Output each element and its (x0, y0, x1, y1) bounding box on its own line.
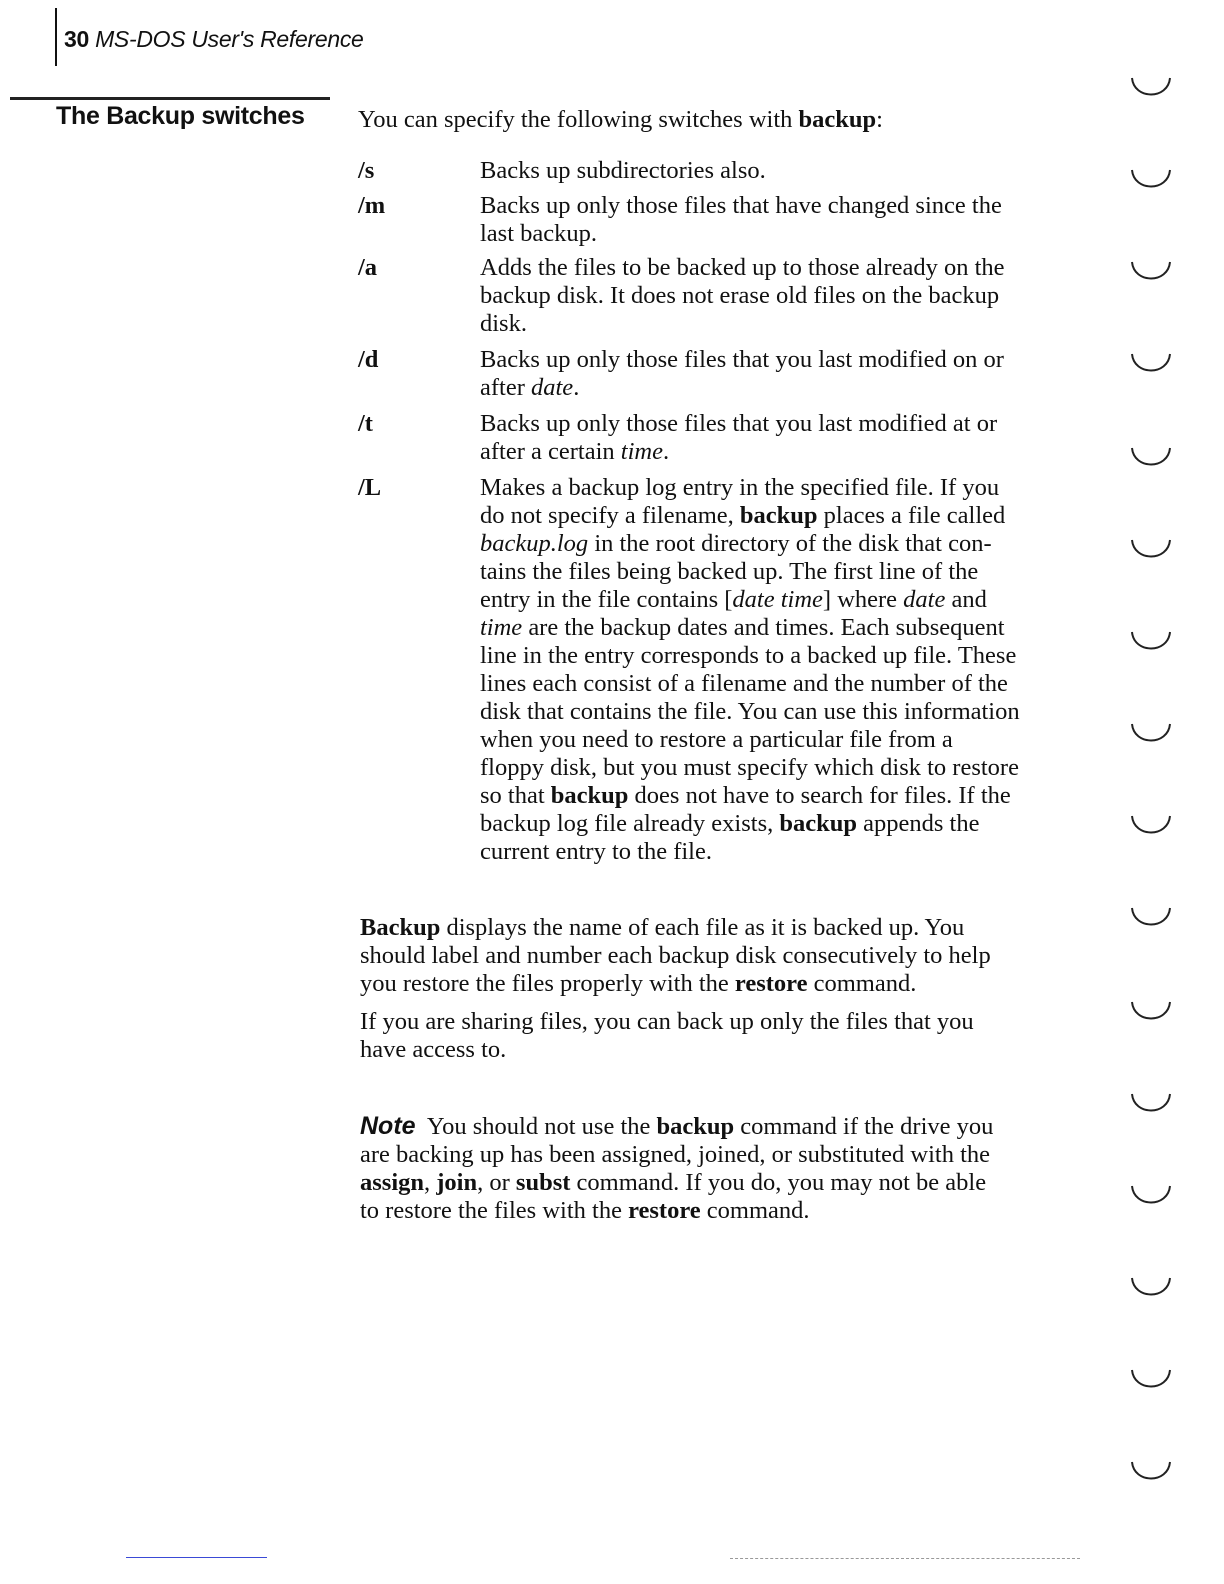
command-backup: backup (550, 782, 629, 809)
para-line: assign, join, or subst command. If you do, you may not be able (360, 1169, 987, 1196)
command-join: join (436, 1169, 478, 1196)
switch-name: /a (358, 254, 378, 281)
switch-name: /L (358, 474, 382, 501)
para-line: you restore the files properly with the restore command. (360, 970, 917, 997)
binder-hole-icon (1132, 1002, 1170, 1019)
binder-hole-icon (1132, 724, 1170, 741)
binder-hole-icon (1132, 908, 1170, 925)
binder-hole-icon (1132, 448, 1170, 465)
switch-description (480, 157, 1110, 185)
switch-description (480, 346, 1110, 402)
switch-description (480, 474, 1110, 866)
binder-hole-icon (1132, 262, 1170, 279)
command-subst: subst (515, 1169, 571, 1196)
desc-line: last backup. (480, 220, 598, 247)
term-date: date (903, 586, 946, 613)
switch-name: /d (358, 346, 379, 373)
intro-text (358, 106, 883, 134)
desc-line: disk that contains the file. You can use this information (480, 698, 1020, 725)
term-time: time (480, 614, 523, 641)
desc-line: when you need to restore a particular file from a (480, 726, 953, 753)
binder-hole-icon (1132, 1186, 1170, 1203)
desc-line: entry in the file contains [date time] where date and (480, 586, 987, 613)
desc-line: backup log file already exists, backup appends the (480, 810, 980, 837)
para-line: to restore the files with the restore command. (360, 1197, 810, 1224)
binder-hole-icon (1132, 1094, 1170, 1111)
para-line: are backing up has been assigned, joined, or substituted with the (360, 1141, 991, 1168)
paragraph-sharing (360, 1008, 1110, 1064)
section-rule (10, 97, 330, 100)
desc-line: Makes a backup log entry in the specified file. If you (480, 474, 1000, 501)
desc-line: current entry to the file. (480, 838, 712, 865)
page-number: 30 (64, 26, 89, 52)
switch-name: /s (358, 157, 375, 184)
desc-line: line in the entry corresponds to a backed up file. These (480, 642, 1017, 669)
para-line: Note You should not use the backup command if the drive you (360, 1112, 994, 1140)
binder-hole-icon (1132, 816, 1170, 833)
binder-hole-icon (1132, 1278, 1170, 1295)
binder-hole-icon (1132, 354, 1170, 371)
command-backup: backup (779, 810, 857, 837)
term-date-time: date time (732, 586, 823, 613)
command-backup: backup (656, 1113, 735, 1140)
desc-line: Backs up only those files that you last modified at or (480, 410, 998, 437)
desc-line: after date. (480, 374, 580, 401)
desc-line: floppy disk, but you must specify which disk to restore (480, 754, 1019, 781)
para-line: have access to. (360, 1036, 507, 1063)
paragraph-backup-display (360, 914, 1110, 998)
desc-line: tains the files being backed up. The first line of the (480, 558, 979, 585)
desc-line: Adds the files to be backed up to those already on the (480, 254, 1005, 281)
page-header (64, 26, 364, 53)
command-assign: assign (360, 1169, 425, 1196)
section-heading: The Backup switches (56, 102, 305, 130)
term-date: date (531, 374, 574, 401)
switch-name: /m (358, 192, 386, 219)
note-label: Note (360, 1112, 416, 1140)
switch-description (480, 254, 1110, 338)
switch-name: /t (358, 410, 373, 437)
binder-hole-icon (1132, 540, 1170, 557)
desc-line: so that backup does not have to search for files. If the (480, 782, 1011, 809)
desc-line: backup.log in the root directory of the disk that con- (480, 530, 992, 557)
desc-line: after a certain time. (480, 438, 670, 465)
footer-rule (126, 1557, 267, 1558)
binder-hole-icon (1132, 170, 1170, 187)
switch-description (480, 410, 1110, 466)
intro-command: backup (798, 106, 877, 133)
command-restore: restore (628, 1197, 701, 1224)
desc-line: disk. (480, 310, 527, 337)
header-rule (55, 8, 57, 66)
command-restore: restore (734, 970, 808, 997)
desc-line: Backs up only those files that have changed since the (480, 192, 1002, 219)
command-backup: backup (739, 502, 818, 529)
para-line: If you are sharing files, you can back up only the files that you (360, 1008, 974, 1035)
binder-hole-icon (1132, 1370, 1170, 1387)
desc-line: lines each consist of a filename and the number of the (480, 670, 1008, 697)
intro-lead: You can specify the following switches with (358, 106, 799, 133)
command-backup: Backup (360, 914, 441, 941)
switch-description (480, 192, 1110, 248)
desc-line: time are the backup dates and times. Each subsequent (480, 614, 1005, 641)
desc-line: Backs up subdirectories also. (480, 157, 766, 184)
binder-hole-icon (1132, 632, 1170, 649)
intro-colon: : (876, 106, 883, 133)
term-time: time (620, 438, 663, 465)
para-line: should label and number each backup disk consecutively to help (360, 942, 991, 969)
desc-line: backup disk. It does not erase old files on the backup (480, 282, 1000, 309)
desc-line: Backs up only those files that you last modified on or (480, 346, 1004, 373)
binder-holes (1128, 0, 1188, 1584)
binder-hole-icon (1132, 1462, 1170, 1479)
binder-hole-icon (1132, 78, 1170, 95)
desc-line: do not specify a filename, backup places a file called (480, 502, 1006, 529)
para-line: Backup displays the name of each file as it is backed up. You (360, 914, 965, 941)
footer-scan-artifact (730, 1558, 1080, 1559)
filename-backup-log: backup.log (480, 530, 589, 557)
note-block (360, 1112, 1110, 1225)
book-title: MS-DOS User's Reference (95, 26, 364, 52)
